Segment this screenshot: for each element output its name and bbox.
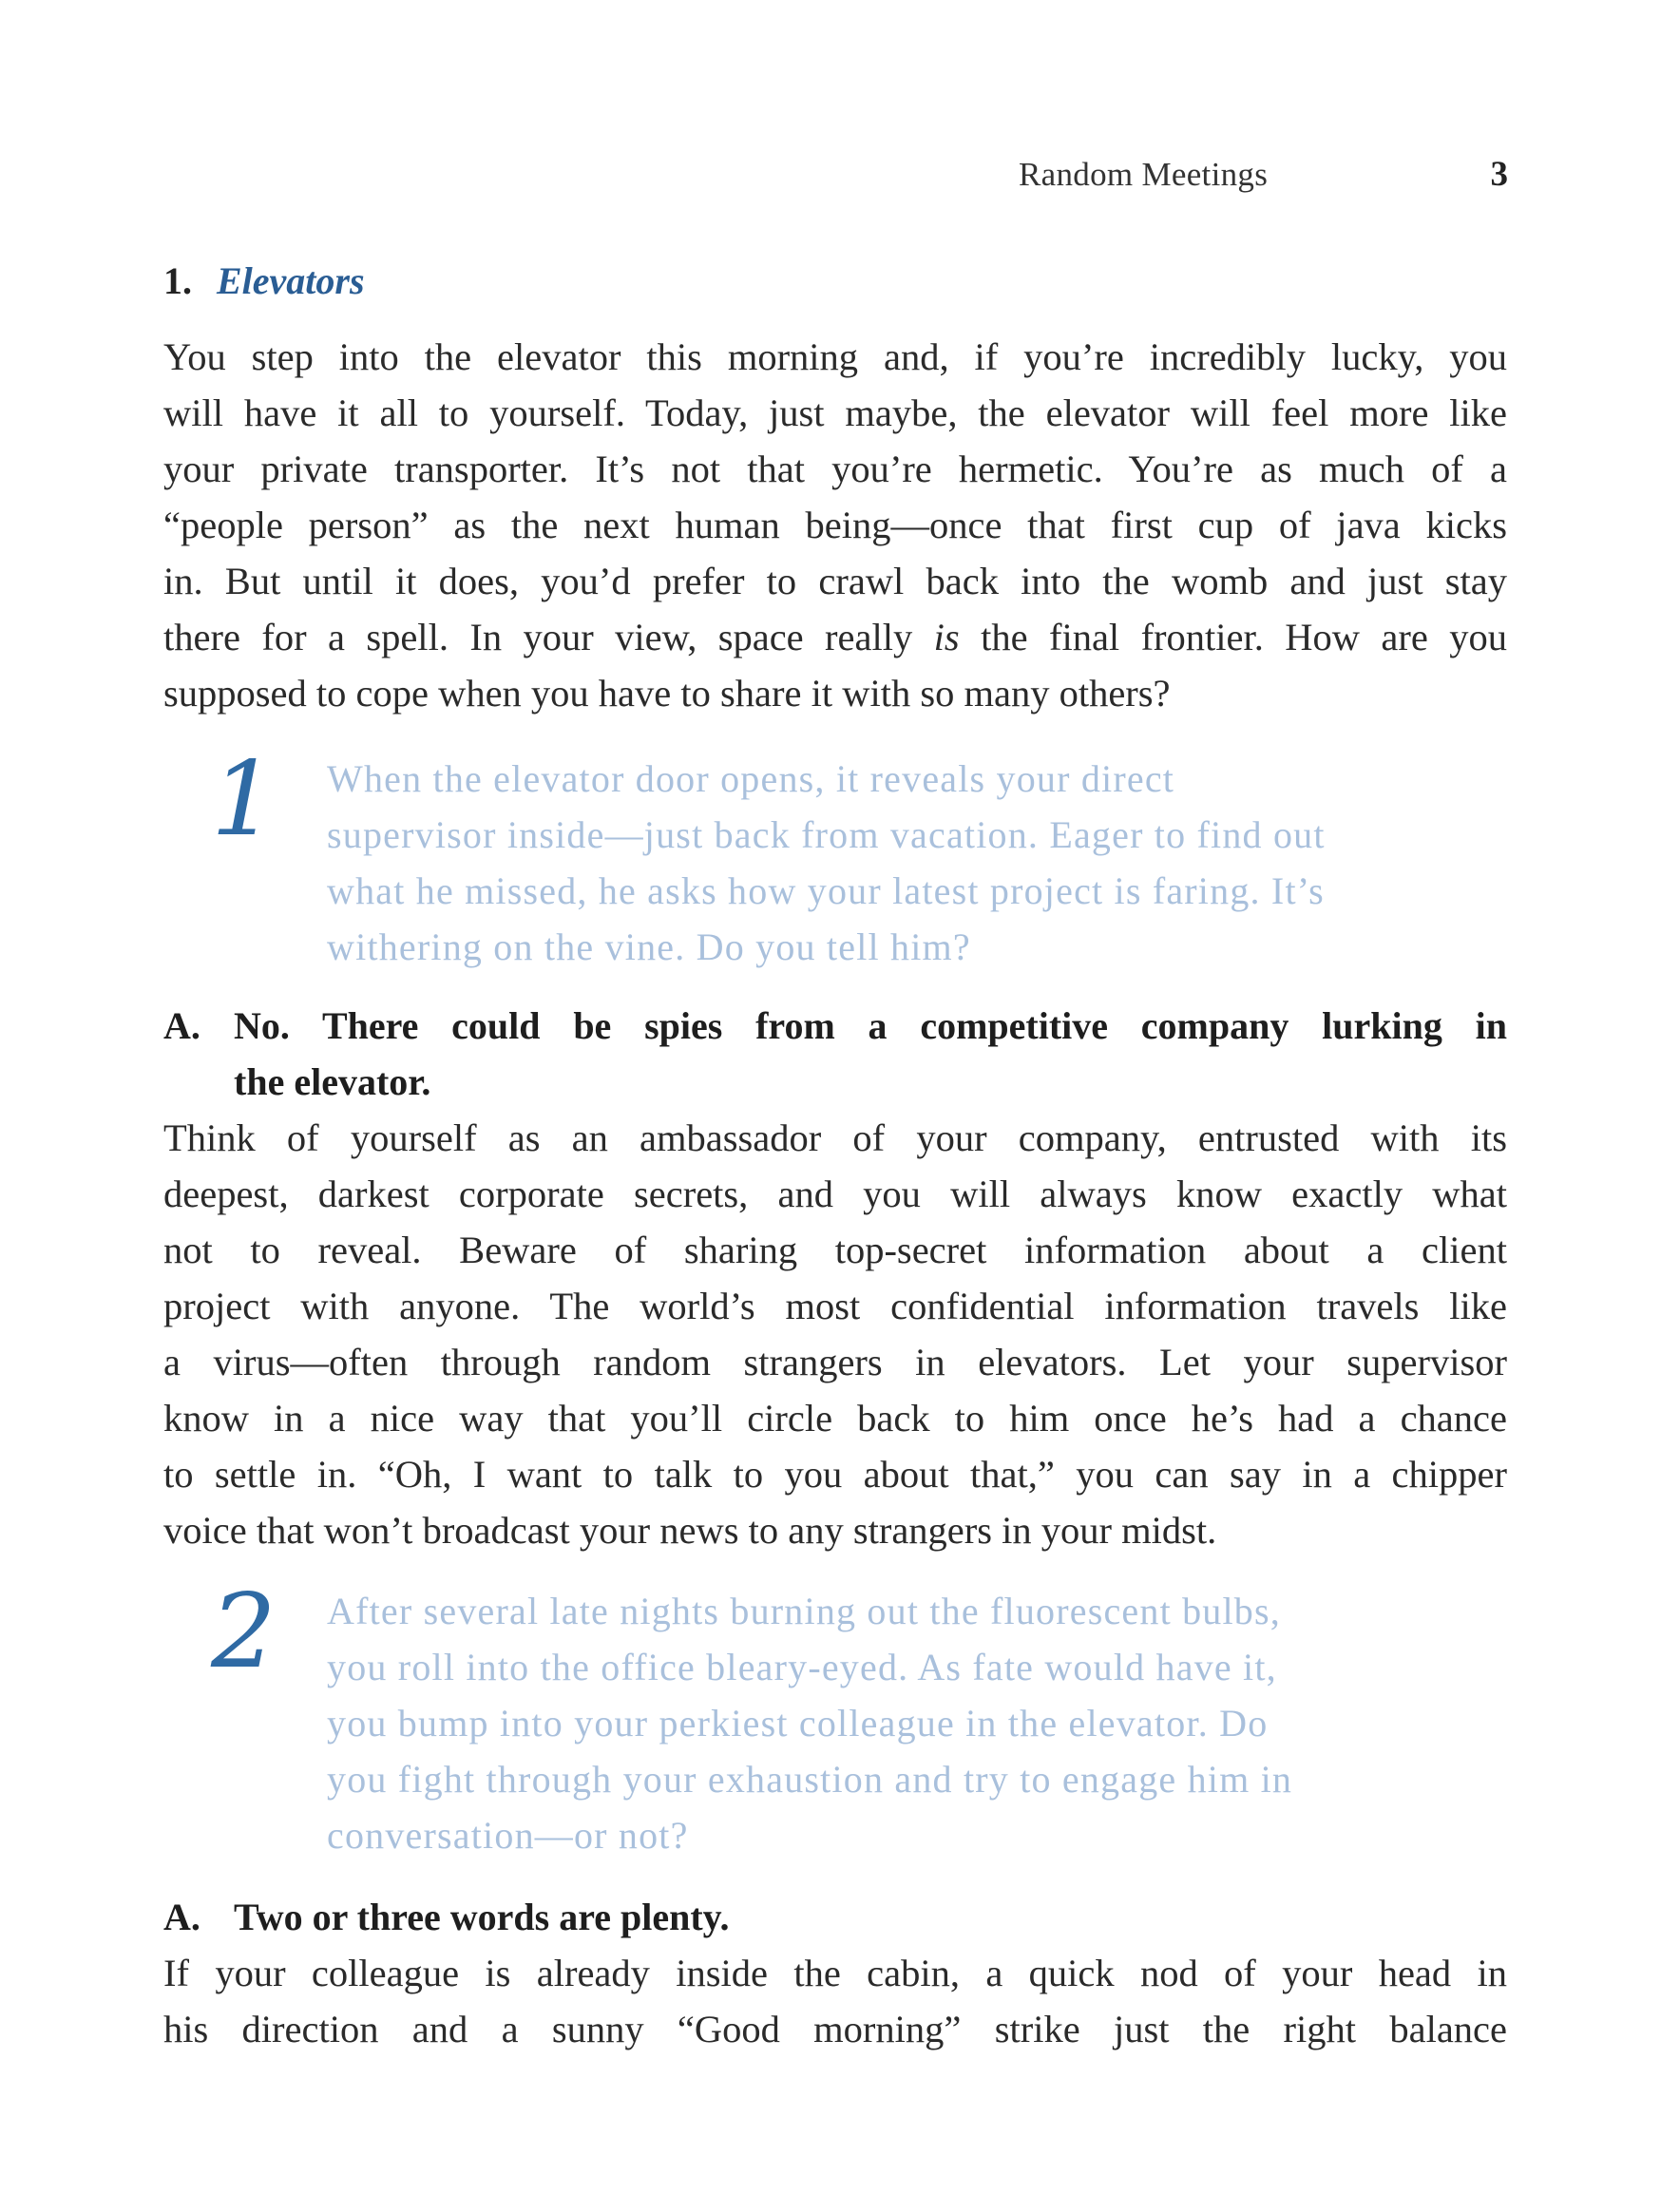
- emphasis-word: is: [933, 616, 960, 658]
- question-text: [327, 1583, 1650, 1863]
- paragraph-line: in. But until it does, you’d prefer to crawl back into the womb and just stay: [163, 560, 1507, 602]
- paragraph-line: to settle in. “Oh, I want to talk to you about that,” you can say in a chipper: [163, 1453, 1507, 1496]
- paragraph-line: a virus—often through random strangers in elevators. Let your supervisor: [163, 1341, 1507, 1383]
- paragraph-line: If your colleague is already inside the cabin, a quick nod of your head in: [163, 1952, 1507, 1994]
- question-number: 1: [211, 740, 277, 859]
- paragraph-line: will have it all to yourself. Today, just maybe, the elevator will feel more like: [163, 391, 1507, 434]
- question-line: supervisor inside—just back from vacation. Eager to find out: [327, 813, 1326, 856]
- question-line: When the elevator door opens, it reveals your direct: [327, 757, 1175, 800]
- question-line: you bump into your perkiest colleague in the elevator. Do: [327, 1702, 1269, 1745]
- question-line: you fight through your exhaustion and try to engage him in: [327, 1758, 1293, 1801]
- paragraph-line: your private transporter. It’s not that you’re hermetic. You’re as much of a: [163, 448, 1507, 490]
- section-heading: [163, 255, 365, 308]
- section-title: Elevators: [217, 259, 365, 302]
- answer-label: A.: [163, 1896, 200, 1938]
- line-segment: there for a spell. In your view, space really: [163, 616, 913, 658]
- explanation-paragraph-1: [163, 1110, 1507, 1558]
- explanation-paragraph-2: [163, 1945, 1507, 2057]
- question-line: withering on the vine. Do you tell him?: [327, 925, 971, 968]
- question-line: what he missed, he asks how your latest project is faring. It’s: [327, 869, 1325, 912]
- question-line: After several late nights burning out the fluorescent bulbs,: [327, 1590, 1281, 1632]
- question-text: [327, 751, 1650, 975]
- answer-label: A.: [163, 1004, 200, 1047]
- question-line: you roll into the office bleary-eyed. As fate would have it,: [327, 1646, 1277, 1688]
- page-header: [1019, 154, 1508, 200]
- paragraph-line: You step into the elevator this morning and, if you’re incredibly lucky, you: [163, 335, 1507, 378]
- section-number: 1.: [163, 259, 192, 302]
- paragraph-line: [163, 609, 1507, 665]
- answer-text: Two or three words are plenty.: [234, 1896, 730, 1938]
- question-number: 2: [211, 1573, 277, 1691]
- question-line: conversation—or not?: [327, 1814, 689, 1857]
- line-segment: the final frontier. How are you: [981, 616, 1508, 658]
- page-number: 3: [1490, 155, 1508, 194]
- paragraph-line: project with anyone. The world’s most confidential information travels like: [163, 1285, 1507, 1327]
- paragraph-line: Think of yourself as an ambassador of your company, entrusted with its: [163, 1116, 1507, 1159]
- answer-heading-1: [163, 998, 1507, 1110]
- answer-line: [163, 1889, 1507, 1945]
- answer-line: [163, 998, 1507, 1054]
- answer-text: No. There could be spies from a competitive company lurking in: [234, 1004, 1507, 1047]
- paragraph-line: supposed to cope when you have to share it with so many others?: [163, 672, 1171, 715]
- paragraph-line: voice that won’t broadcast your news to any strangers in your midst.: [163, 1509, 1217, 1552]
- intro-paragraph: [163, 329, 1507, 721]
- running-head: Random Meetings: [1019, 156, 1269, 193]
- paragraph-line: deepest, darkest corporate secrets, and you will always know exactly what: [163, 1173, 1507, 1215]
- paragraph-line: his direction and a sunny “Good morning” strike just the right balance: [163, 2008, 1507, 2050]
- paragraph-line: “people person” as the next human being—once that first cup of java kicks: [163, 504, 1507, 546]
- answer-heading-2: [163, 1889, 1507, 1945]
- paragraph-line: know in a nice way that you’ll circle back to him once he’s had a chance: [163, 1397, 1507, 1440]
- answer-line: the elevator.: [234, 1060, 431, 1103]
- paragraph-line: not to reveal. Beware of sharing top-secret information about a client: [163, 1229, 1507, 1271]
